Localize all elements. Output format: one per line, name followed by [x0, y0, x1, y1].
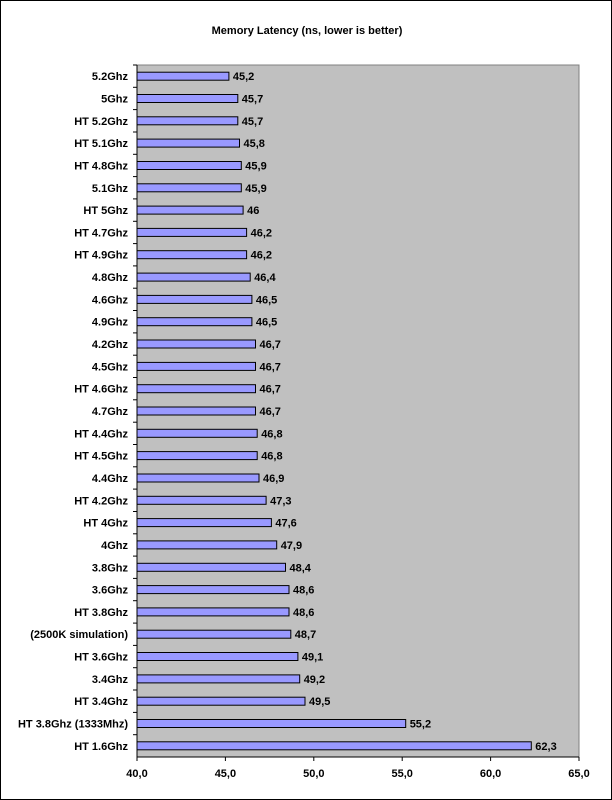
value-label: 49,1	[301, 651, 324, 664]
category-label: 3.6Ghz	[91, 584, 128, 597]
value-label: 48,6	[293, 584, 315, 597]
value-label: 46,8	[261, 450, 283, 463]
category-label: 3.8Ghz	[91, 562, 128, 575]
category-label: 4.6Ghz	[91, 294, 128, 307]
category-label: HT 4.5Ghz	[74, 450, 128, 463]
bar	[137, 653, 298, 661]
category-labels	[18, 71, 129, 753]
x-tick-label: 55,0	[391, 768, 413, 780]
category-label: (2500K simulation)	[30, 629, 128, 642]
bar	[137, 385, 256, 393]
x-tick-label: 45,0	[214, 768, 237, 780]
value-label: 49,2	[303, 673, 326, 686]
category-label: 5.1Ghz	[91, 182, 128, 195]
value-label: 47,9	[280, 539, 303, 552]
bar	[137, 162, 241, 170]
category-label: 5Ghz	[101, 93, 128, 106]
bar	[137, 295, 252, 303]
bar	[137, 273, 250, 281]
value-label: 46,7	[259, 406, 281, 418]
category-label: HT 4.6Ghz	[74, 383, 128, 396]
value-label: 46,2	[250, 249, 273, 262]
category-label: HT 4Ghz	[83, 517, 128, 530]
value-label: 46,7	[259, 383, 281, 396]
value-label: 47,3	[270, 495, 292, 508]
value-label: 45,9	[245, 160, 267, 173]
bar	[137, 228, 247, 236]
value-label: 46,4	[254, 272, 276, 285]
value-label: 48,6	[293, 606, 315, 619]
category-label: HT 5Ghz	[83, 205, 128, 218]
chart-title: Memory Latency (ns, lower is better)	[211, 25, 403, 37]
category-label: HT 3.8Ghz (1333Mhz)	[17, 718, 128, 731]
x-tick-label: 65,0	[568, 768, 590, 780]
bar	[137, 452, 257, 460]
bar	[137, 697, 305, 705]
bar	[137, 608, 289, 616]
category-label: 4Ghz	[101, 539, 128, 552]
category-label: HT 1.6Ghz	[74, 740, 128, 753]
category-label: HT 3.4Ghz	[74, 696, 128, 709]
category-label: HT 4.8Ghz	[74, 160, 128, 173]
value-label: 55,2	[409, 718, 432, 731]
value-label: 47,6	[275, 517, 297, 530]
category-label: 5.2Ghz	[91, 71, 128, 84]
bar	[137, 675, 300, 683]
bar	[137, 519, 271, 527]
bar	[137, 184, 241, 192]
category-label: HT 3.8Ghz	[74, 606, 128, 619]
value-label: 45,9	[245, 182, 267, 195]
value-label: 46,7	[259, 361, 281, 374]
value-label: 48,7	[294, 629, 317, 642]
bar	[137, 407, 256, 415]
category-label: HT 3.6Ghz	[74, 651, 128, 664]
value-label: 45,2	[232, 71, 255, 84]
bar	[137, 742, 531, 750]
category-label: HT 4.4Ghz	[74, 428, 128, 441]
value-label: 45,8	[243, 138, 265, 151]
category-label: 4.9Ghz	[91, 316, 128, 329]
category-label: HT 5.1Ghz	[74, 138, 128, 151]
value-label: 46,2	[250, 227, 273, 240]
category-label: HT 4.7Ghz	[74, 227, 128, 240]
value-label: 46,5	[255, 294, 278, 307]
bar	[137, 474, 259, 482]
bar	[137, 563, 286, 571]
bar	[137, 139, 240, 147]
bar	[137, 95, 238, 103]
value-label: 62,3	[535, 740, 557, 753]
bar	[137, 72, 229, 80]
bar	[137, 206, 243, 214]
value-label: 46	[247, 205, 260, 218]
category-label: HT 4.2Ghz	[74, 495, 128, 508]
category-label: 4.2Ghz	[91, 339, 128, 351]
category-label: 4.4Ghz	[91, 473, 128, 485]
bar	[137, 541, 277, 549]
value-label: 46,9	[263, 473, 285, 485]
bar	[137, 318, 252, 326]
category-label: 3.4Ghz	[91, 673, 128, 686]
bar	[137, 340, 256, 348]
bar	[137, 251, 247, 259]
bar	[137, 117, 238, 125]
value-label: 48,4	[289, 562, 311, 575]
bar	[137, 362, 256, 370]
category-label: 4.7Ghz	[91, 406, 128, 418]
x-tick-label: 50,0	[303, 768, 325, 780]
bar	[137, 720, 406, 728]
bar	[137, 496, 266, 504]
x-tick-label: 40,0	[126, 768, 148, 780]
category-label: HT 4.9Ghz	[74, 249, 128, 262]
bar	[137, 630, 291, 638]
category-label: 4.5Ghz	[91, 361, 128, 374]
bar	[137, 586, 289, 594]
bar	[137, 429, 257, 437]
category-label: 4.8Ghz	[91, 272, 128, 285]
value-label: 46,5	[255, 316, 278, 329]
value-label: 49,5	[309, 696, 331, 709]
value-label: 45,7	[241, 115, 264, 128]
value-label: 46,7	[259, 339, 281, 351]
value-label: 45,7	[241, 93, 264, 106]
x-tick-label: 60,0	[479, 768, 502, 780]
category-label: HT 5.2Ghz	[74, 115, 128, 128]
value-label: 46,8	[261, 428, 283, 441]
